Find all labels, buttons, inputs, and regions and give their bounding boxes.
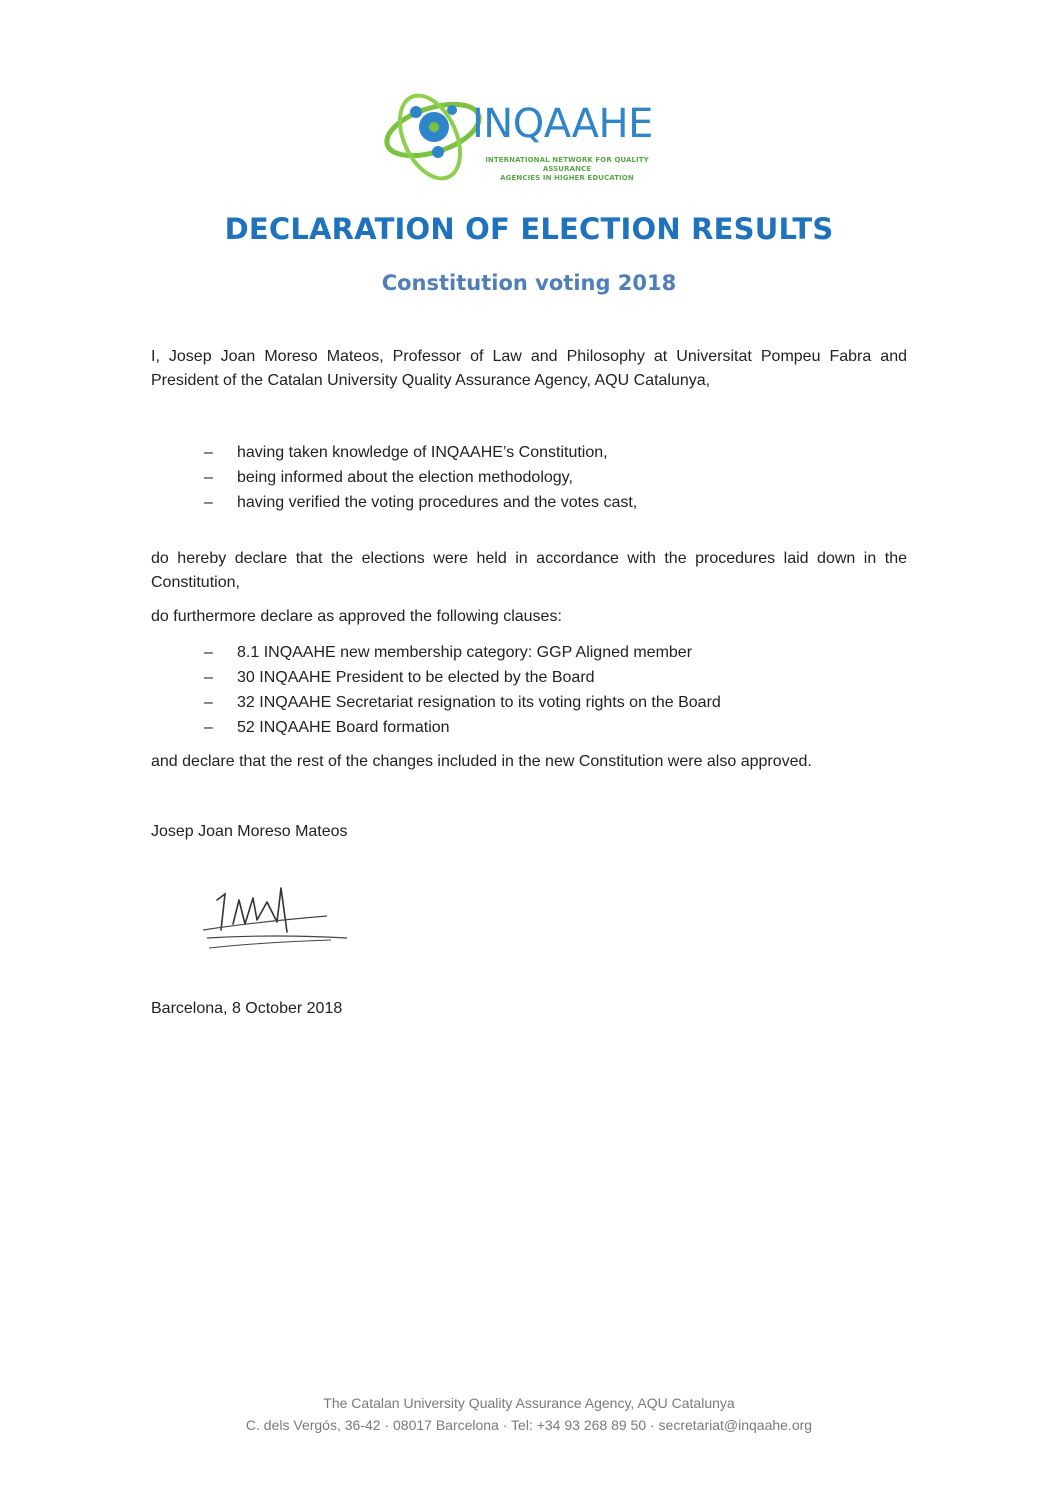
logo-tagline-line1: INTERNATIONAL NETWORK FOR QUALITY ASSURANCE (485, 156, 649, 173)
list-item (204, 665, 721, 690)
conditions-list (204, 440, 637, 515)
bullet-dash: – (204, 494, 213, 511)
intro-paragraph: I, Josep Joan Moreso Mateos, Professor of Law and Philosophy at Universitat Pompeu Fabra and President of the Catalan University Quality Assurance Agency, AQU Catalunya, (151, 348, 907, 389)
logo-tagline (476, 156, 658, 183)
clause-text: 8.1 INQAAHE new membership category: GGP Aligned member (237, 644, 693, 661)
document-subtitle: Constitution voting 2018 (381, 271, 677, 295)
furthermore-paragraph: do furthermore declare as approved the following clauses: (151, 608, 562, 625)
list-item (204, 440, 637, 465)
clause-text: 32 INQAAHE Secretariat resignation to its voting rights on the Board (237, 694, 721, 711)
list-item (204, 640, 721, 665)
bullet-dash: – (204, 694, 213, 711)
bullet-dash: – (204, 719, 213, 736)
place-date: Barcelona, 8 October 2018 (151, 1000, 343, 1017)
condition-text: being informed about the election methodology, (237, 469, 573, 486)
inqaahe-logo (378, 82, 668, 187)
declaration-paragraph: do hereby declare that the elections were held in accordance with the procedures laid down in the Constitution, (151, 550, 907, 591)
logo-wordmark: INQAAHE (472, 101, 653, 147)
bullet-dash: – (204, 669, 213, 686)
bullet-dash: – (204, 444, 213, 461)
closing-paragraph: and declare that the rest of the changes included in the new Constitution were also approved. (151, 753, 812, 770)
list-item (204, 490, 637, 515)
page-footer (0, 1392, 1058, 1436)
condition-text: having taken knowledge of INQAAHE’s Constitution, (237, 444, 608, 461)
clause-text: 30 INQAAHE President to be elected by the Board (237, 669, 595, 686)
logo-tagline-line2: AGENCIES IN HIGHER EDUCATION (500, 174, 634, 182)
list-item (204, 690, 721, 715)
handwritten-signature (195, 878, 355, 958)
footer-line-agency: The Catalan University Quality Assurance Agency, AQU Catalunya (323, 1395, 735, 1411)
document-title: DECLARATION OF ELECTION RESULTS (224, 212, 834, 246)
condition-text: having verified the voting procedures and the votes cast, (237, 494, 638, 511)
footer-line-contact: C. dels Vergós, 36-42 · 08017 Barcelona · Tel: +34 93 268 89 50 · secretariat@inqaahe.org (245, 1417, 813, 1433)
list-item (204, 715, 721, 740)
clauses-list (204, 640, 721, 740)
bullet-dash: – (204, 469, 213, 486)
signatory-name: Josep Joan Moreso Mateos (151, 823, 348, 840)
list-item (204, 465, 637, 490)
bullet-dash: – (204, 644, 213, 661)
clause-text: 52 INQAAHE Board formation (237, 719, 450, 736)
